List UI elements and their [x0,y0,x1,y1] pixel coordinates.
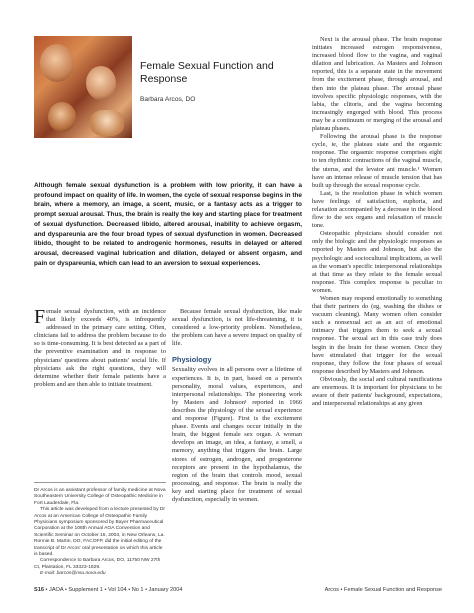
footnote-affiliation: Dr Arcos is an assistant professor of family medicine at Nova Southeastern University College of Osteopathic Medicine in Fort Lauderdale, Fla. [34,488,166,506]
photo-person-2 [86,66,116,100]
body-paragraph: Last, is the resolution phase in which women have feelings of satisfaction, euphoria, and relaxation accompanied by a decrease in the blood flow to the sex organs and relaxation of muscle tone. [312,189,442,230]
footnote-lecture-note: This article was developed from a lecture presented by Dr Arcos at an American College of Osteopathic Family Physicians symposium sponsored by Bayer Pharmaceutical Corporation at the 108th Annual AOA Convention and Scientific Seminar on October 15, 2003, in New Orleans, La. Ronnie B. Martin, DO, FACOFP, did the initial editing of the transcript of Dr Arcos' oral presentation on which this article is based. [34,507,166,558]
photo-person-1 [40,44,74,82]
footnote-email: E-mail: barcos@nsu.nova.edu [40,571,106,577]
body-paragraph: Next is the arousal phase. The brain response initiates increased estrogen responsiveness, increased blood flow to the vagina, and vaginal dilation and lubrication. As Masters and Johnson reported, this is a separate state in the movement from the excitement phase, through arousal, and then into the plateau phase. The arousal phase involves specific physiologic responses, with the labia, the clitoris, and the vagina becoming increasingly engorged with blood. This process may be a continuum or merging of the arousal and plateau phases. [312,36,442,133]
photo-person-3 [48,102,76,132]
article-photo [34,36,132,138]
page-number: S16 [34,587,44,593]
footer-left [34,587,183,593]
body-paragraph: Obviously, the social and cultural ramifications are enormous. It is important for physicians to be aware of their patients' background, expectations, and interpersonal relationships at any given [312,375,442,408]
body-paragraph: Following the arousal phase is the response cycle, ie, the plateau state and the orgasmic response. The orgasmic response comprises eight to ten rhythmic contractions of the vaginal muscle, the uterus, and the levator ani muscle.¹ Women have an intense release of muscle tension that has built up through the sexual response cycle. [312,133,442,189]
section-heading-physiology: Physiology [172,355,212,365]
abstract: Although female sexual dysfunction is a problem with low priority, it can have a profound impact on quality of life. In women, the cycle of sexual response begins in the brain, where a memory, an image, a scent, music, or a fantasy acts as a trigger to prompt sexual arousal. Thus, the brain is really the key and starting place for treatment of sexual dysfunction. Decreased libido, altered arousal, inability to achieve orgasm, and dyspareunia are the four broad types of sexual dysfunction in women. Decreased libido, thought to be related to androgenic hormones, results in delayed or altered arousal, decreased vaginal lubrication and dilation, delayed or absent orgasm, and pain or dyspareunia, which can lead to an aversion to sexual experiences. [34,182,302,267]
journal-info: • JAOA • Supplement 1 • Vol 104 • No 1 • January 2004 [45,587,183,593]
column-3 [312,36,442,408]
body-paragraph: Because female sexual dysfunction, like male sexual dysfunction, is not life-threatening, it is considered a low-priority problem. Nonetheless, the problem can have a severe impact on quality of life. [172,308,302,348]
column-1 [34,308,166,389]
body-paragraph: Sexuality evolves in all persons over a lifetime of experiences. It is, in part, based on a person's personality, moral values, experiences, and interpersonal relationships. The pioneering work by Masters and Johnson¹ reported in 1966 describes the physiology of the sexual experience and response (Figure). First is the excitement phase. Events and changes occur initially in the brain, the biggest female sex organ. A woman develops an image, an idea, a fantasy, a smell, a memory, anything that triggers the brain. Large stores of estrogen, androgen, and progesterone receptors are present in the hypothalamus, the region of the brain that controls mood, sexual processing, and response. The brain is really the key and starting place for treatment of sexual dysfunction, especially in women. [172,366,302,503]
body-paragraph: Osteopathic physicians should consider not only the biologic and the physiologic responses as reported by Masters and Johnson, but also the psychologic and sociocultural implications, as well as the woman's specific interpersonal relationships at that time as they relate to the female sexual response. This complex response is peculiar to women. [312,230,442,294]
drop-cap: F [34,306,46,328]
footnote-divider [34,482,166,483]
article-title: Female Sexual Function and Response [140,60,274,85]
footnote-correspondence: Correspondence to Barbara Arcos, DO, 11750 NW 27th Ct, Plantation, FL 33323-1829. [34,558,161,570]
footnote [34,488,166,578]
intro-paragraph: Female sexual dysfunction, with an incidence that likely exceeds 40%, is infrequently addressed in the primary care setting. Often, clinicians fail to address the problem because to do so is time-consuming. It is best detected as a part of the preventive examination and in response to physicians' questions about patients' social life. If physicians ask the right questions, they will determine whether their female patients have a problem and are then able to initiate treatment. [34,306,166,388]
column-2 [172,308,302,504]
footer-right: Arcos • Female Sexual Function and Response [324,587,442,593]
body-paragraph: Women may respond emotionally to something that their partners do (eg, washing the dishes or vacuum cleaning). Many women often consider such a nonsexual act as an act of emotional intimacy that triggers them to seek a sexual response. The sexual act in this case truly does begin in the brain for these women. Once they have stimulated that trigger for the sexual response, they follow the four phases of sexual response described by Masters and Johnson. [312,295,442,375]
article-author: Barbara Arcos, DO [140,96,196,103]
photo-person-4 [90,110,124,136]
